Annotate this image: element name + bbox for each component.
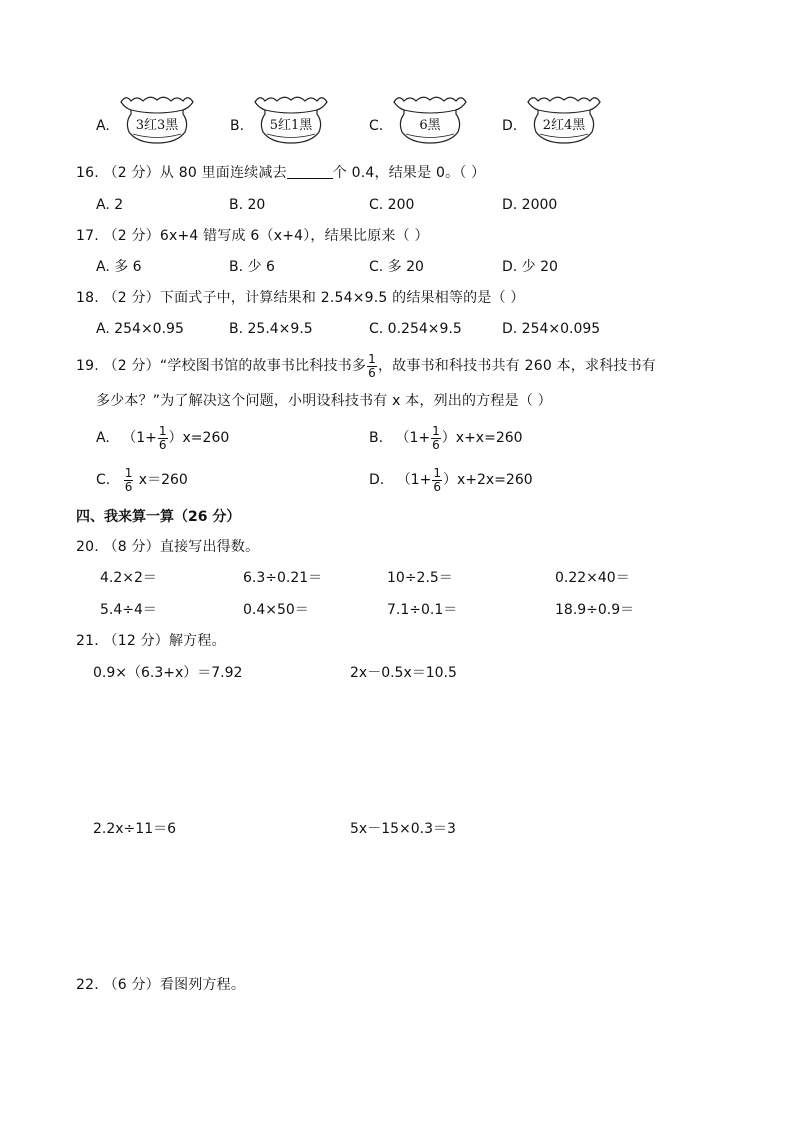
option-suffix: ）x+x=260 [441, 430, 523, 446]
option-suffix: x＝260 [134, 472, 188, 488]
section-heading: 四、我来算一算（26 分） [76, 509, 241, 525]
option-suffix: ）x=260 [168, 430, 230, 446]
q17-options [0, 257, 794, 277]
q15-option-d-bowl [524, 92, 604, 146]
bowl-label: 6黑 [419, 118, 441, 133]
fraction-denominator: 6 [433, 479, 441, 494]
q16-option-d[interactable]: D. 2000 [502, 197, 558, 213]
answer-blank[interactable] [287, 164, 333, 179]
q16-option-b[interactable]: B. 20 [229, 197, 266, 213]
q19-option-b[interactable] [369, 424, 523, 452]
option-letter: B. [369, 430, 384, 446]
q15-option-c-bowl [390, 92, 470, 146]
q19-stem-line1 [76, 352, 656, 380]
q17-option-b[interactable]: B. 少 6 [229, 259, 275, 275]
q20-stem: 20. （8 分）直接写出得数。 [76, 539, 260, 555]
bowl-label: 2红4黑 [542, 118, 586, 133]
q15-option-d-letter: D. [502, 118, 518, 134]
q16-text-after: 个 0.4，结果是 0。（ ） [332, 165, 486, 181]
q21-stem: 21. （12 分）解方程。 [76, 633, 226, 649]
q15-option-c-letter: C. [369, 118, 384, 134]
calc-item: 7.1÷0.1＝ [387, 602, 458, 618]
fraction [124, 467, 134, 494]
q17-option-d[interactable]: D. 少 20 [502, 259, 558, 275]
q15-options [0, 92, 794, 146]
fraction-numerator: 1 [433, 465, 441, 480]
q22-stem: 22. （6 分）看图列方程。 [76, 977, 246, 993]
q18-option-b[interactable]: B. 25.4×9.5 [229, 321, 313, 337]
q18-stem: 18. （2 分）下面式子中，计算结果和 2.54×9.5 的结果相等的是（ ） [76, 290, 525, 306]
q19-text-after: ，故事书和科技书共有 260 本，求科技书有 [377, 358, 656, 374]
q18-options [0, 319, 794, 339]
calc-item: 0.22×40＝ [555, 570, 630, 586]
calc-item: 6.3÷0.21＝ [243, 570, 323, 586]
calc-item: 0.4×50＝ [243, 602, 309, 618]
calc-item: 10÷2.5＝ [387, 570, 453, 586]
equation: 5x－15×0.3＝3 [350, 821, 456, 837]
calc-item: 18.9÷0.9＝ [555, 602, 635, 618]
fraction-numerator: 1 [432, 423, 440, 438]
fraction-denominator: 6 [368, 365, 376, 380]
equation: 0.9×（6.3+x）＝7.92 [93, 665, 243, 681]
equation: 2x－0.5x＝10.5 [350, 665, 457, 681]
fraction [431, 425, 441, 452]
q15-option-b-bowl [251, 92, 331, 146]
q16-stem [76, 163, 485, 183]
q17-option-c[interactable]: C. 多 20 [369, 259, 424, 275]
fraction-numerator: 1 [158, 423, 167, 438]
fraction [158, 425, 168, 452]
q18-option-d[interactable]: D. 254×0.095 [502, 321, 601, 337]
q20-row-2 [0, 600, 794, 620]
fraction [367, 353, 377, 380]
equation: 2.2x÷11＝6 [93, 821, 177, 837]
calc-item: 4.2×2＝ [100, 570, 157, 586]
q19-option-a[interactable] [96, 424, 229, 452]
q19-text-before: 19. （2 分）“学校图书馆的故事书比科技书多 [76, 358, 367, 374]
option-suffix: ）x+2x=260 [442, 472, 533, 488]
q15-option-b-letter: B. [230, 118, 245, 134]
q19-option-d[interactable] [369, 466, 533, 494]
fraction-denominator: 6 [432, 437, 440, 452]
q19-option-c[interactable] [96, 466, 188, 494]
q18-option-c[interactable]: C. 0.254×9.5 [369, 321, 462, 337]
calc-item: 5.4÷4＝ [100, 602, 157, 618]
q16-option-c[interactable]: C. 200 [369, 197, 415, 213]
fraction [432, 467, 442, 494]
q15-option-a-letter: A. [96, 118, 110, 134]
q16-option-a[interactable]: A. 2 [96, 197, 124, 213]
q16-text-before: 16. （2 分）从 80 里面连续减去 [76, 165, 287, 181]
q16-options [0, 195, 794, 215]
option-letter: C. [96, 472, 111, 488]
option-letter: D. [369, 472, 385, 488]
q15-option-a-bowl [117, 92, 197, 146]
option-prefix: （1+ [396, 472, 432, 488]
option-prefix: （1+ [122, 430, 157, 446]
option-prefix: （1+ [395, 430, 431, 446]
fraction-denominator: 6 [124, 479, 133, 494]
q20-row-1 [0, 568, 794, 588]
q19-stem-line2: 多少本？”为了解决这个问题，小明设科技书有 x 本，列出的方程是（ ） [96, 393, 552, 409]
option-letter: A. [96, 430, 110, 446]
q17-stem: 17. （2 分）6x+4 错写成 6（x+4），结果比原来（ ） [76, 228, 429, 244]
bowl-label: 5红1黑 [269, 118, 313, 133]
bowl-label: 3红3黑 [135, 118, 179, 133]
fraction-numerator: 1 [368, 351, 376, 366]
fraction-denominator: 6 [158, 437, 167, 452]
q18-option-a[interactable]: A. 254×0.95 [96, 321, 184, 337]
q17-option-a[interactable]: A. 多 6 [96, 259, 142, 275]
fraction-numerator: 1 [124, 465, 133, 480]
